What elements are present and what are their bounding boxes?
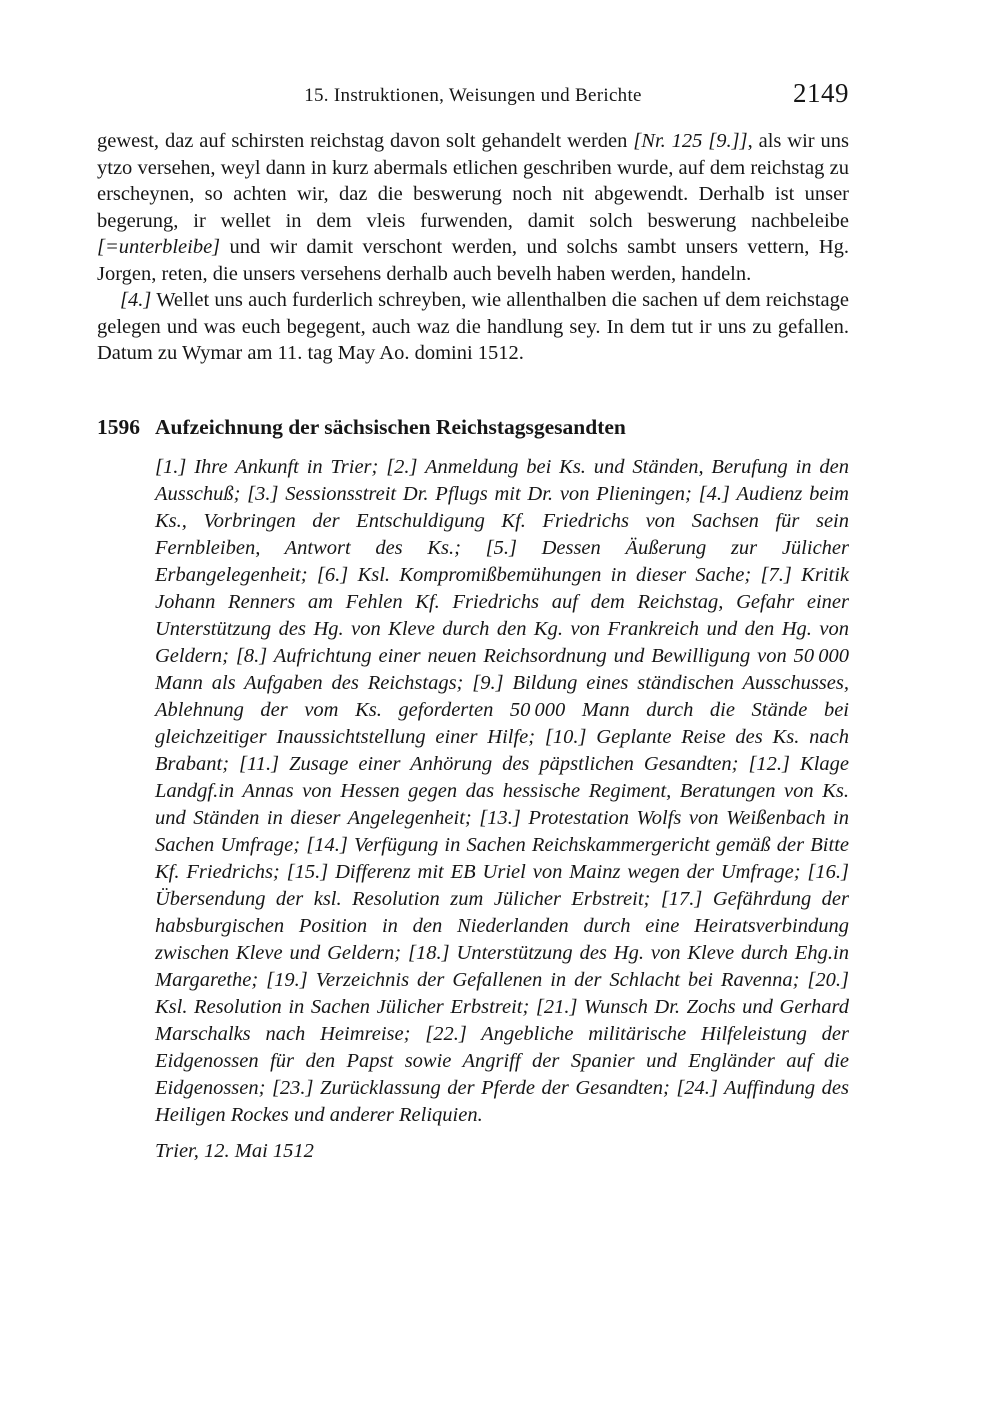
paragraph-text: und wir damit verschont werden, und solchs sambt unsers vettern, Hg. Jorgen, reten, die unsers versehens derhalb auch bevelh haben werden, handeln.	[97, 236, 849, 285]
entry-dateline: Trier, 12. Mai 1512	[155, 1139, 314, 1162]
paragraph	[97, 128, 849, 287]
editorial-insertion: [Nr. 125 [9.]]	[633, 130, 748, 152]
entry-1596	[97, 413, 849, 1165]
paragraph-text: , als wir uns ytzo versehen, weyl dann in kurz abermals etlichen geschriben wurde, auf dem reichstag zu erscheynen, so achten wir, daz die beswerung noch nit abgewendt. Derhalb ist unser begerung, ir wellet in dem vleis furwenden, damit solch beswerung nachbeleibe	[97, 130, 849, 232]
running-head	[97, 78, 849, 114]
entry-title: Aufzeichnung der sächsischen Reichstagsgesandten	[155, 414, 626, 439]
paragraph-text: gewest, daz auf schirsten reichstag davon solt gehandelt werden	[97, 130, 634, 152]
editorial-insertion: [4.]	[120, 289, 152, 311]
running-head-title: 15. Instruktionen, Weisungen und Berichte	[304, 85, 642, 106]
entry-summary: [1.] Ihre Ankunft in Trier; [2.] Anmeldung bei Ks. und Ständen, Berufung in den Ausschuß; [3.] Sessionsstreit Dr. Pflugs mit Dr. von Plieningen; [4.] Audienz beim Ks., Vorbringen der Entschuldigung Kf. Friedrichs von Sachsen für sein Fernbleiben, Antwort des Ks.; [5.] Dessen Äußerung zur Jülicher Erbangelegenheit; [6.] Ksl. Kompromißbemühungen in dieser Sache; [7.] Kritik Johann Renners am Fehlen Kf. Friedrichs auf dem Reichstag, Gefahr einer Unterstützung des Hg. von Kleve durch den Kg. von Frankreich und den Hg. von Geldern; [8.] Aufrichtung einer neuen Reichsordnung und Bewilligung von 50 000 Mann als Aufgaben des Reichstags; [9.] Bildung eines ständischen Ausschusses, Ablehnung der vom Ks. geforderten 50 000 Mann durch die Stände bei gleichzeitiger Inaussichtstellung einer Hilfe; [10.] Geplante Reise des Ks. nach Brabant; [11.] Zusage einer Anhörung des päpstlichen Gesandten; [12.] Klage Landgf.in Annas von Hessen gegen das hessische Regiment, Beratungen von Ks. und Ständen in dieser Angelegenheit; [13.] Protestation Wolfs von Weißenbach in Sachen Umfrage; [14.] Verfügung in Sachen Reichskammergericht gemäß der Bitte Kf. Friedrichs; [15.] Differenz mit EB Uriel von Mainz wegen der Umfrage; [16.] Übersendung der ksl. Resolution zum Jülicher Erbstreit; [17.] Gefährdung der habsburgischen Position in den Niederlanden durch eine Heiratsverbindung zwischen Kleve und Geldern; [18.] Unterstützung des Hg. von Kleve durch Ehg.in Margarethe; [19.] Verzeichnis der Gefallenen in der Schlacht bei Ravenna; [20.] Ksl. Resolution in Sachen Jülicher Erbstreit; [21.] Wunsch Dr. Zochs und Gerhard Marschalks nach Heimreise; [22.] Angebliche militärische Hilfeleistung der Eidgenossen für den Papst sowie Angriff der Spanier und Engländer auf die Eidgenossen; [23.] Zurücklassung der Pferde der Gesandten; [24.] Auffindung des Heiligen Rockes und anderer Reliquien.	[155, 455, 849, 1126]
editorial-insertion: [=unterbleibe]	[97, 236, 221, 258]
document-body	[97, 128, 849, 367]
paragraph-text: Wellet uns auch furderlich schreyben, wie allenthalben die sachen uf dem reichstage gelegen und was euch begegent, auch waz die handlung sey. In dem tut ir uns zu gefallen. Datum zu Wymar am 11. tag May Ao. domini 1512.	[97, 289, 849, 364]
paragraph	[97, 287, 849, 367]
page-number: 2149	[793, 78, 849, 108]
entry-number: 1596	[97, 414, 140, 439]
entry-heading	[97, 413, 849, 441]
text-column	[97, 78, 849, 1165]
